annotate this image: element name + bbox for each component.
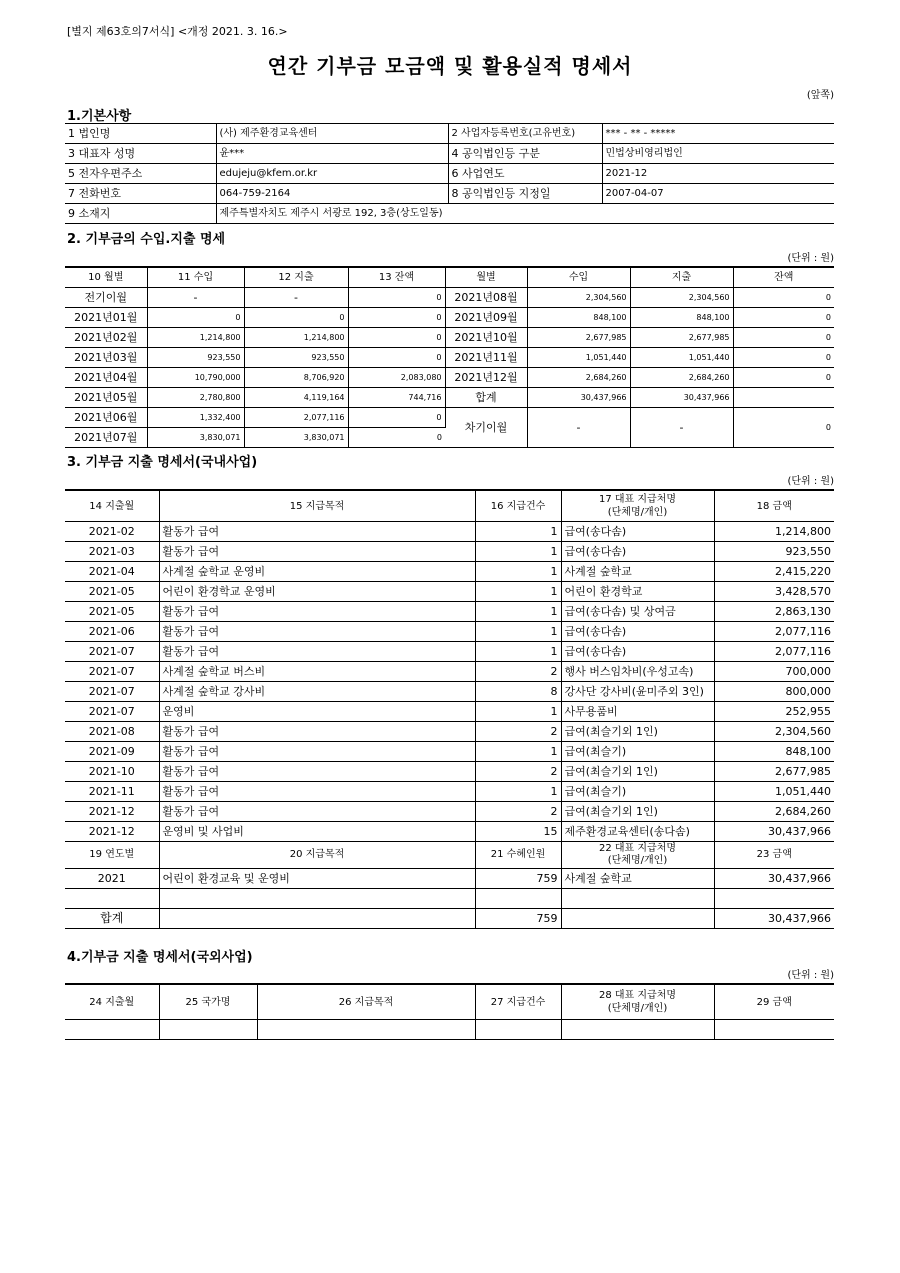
- expense-row: [65, 622, 834, 642]
- info-row: [65, 184, 834, 204]
- expense-row: [65, 802, 834, 822]
- purpose-cell: 활동가 급여: [159, 622, 475, 642]
- expense-cell: 848,100: [630, 308, 733, 328]
- col-header: 수입: [527, 267, 630, 288]
- amount-cell: 252,955: [714, 702, 834, 722]
- month-cell: 2021년02월: [65, 328, 147, 348]
- payee-cell: 사계절 숲학교: [561, 869, 714, 889]
- income-cell: 0: [147, 308, 244, 328]
- domestic-expense-table: [65, 489, 834, 929]
- balance-cell: 0: [348, 328, 445, 348]
- income-cell: 2,780,800: [147, 388, 244, 408]
- info-value: 2007-04-07: [602, 184, 834, 204]
- income-cell: 30,437,966: [527, 388, 630, 408]
- count-cell: 2: [475, 762, 561, 782]
- page-title: 연간 기부금 모금액 및 활용실적 명세서: [267, 54, 633, 78]
- month-row: [65, 408, 834, 428]
- income-cell: 1,332,400: [147, 408, 244, 428]
- month-cell: 2021-09: [65, 742, 159, 762]
- count-cell: 1: [475, 642, 561, 662]
- amount-cell: 700,000: [714, 662, 834, 682]
- balance-cell: 0: [733, 288, 834, 308]
- expense-cell: -: [244, 288, 348, 308]
- balance-cell: [733, 388, 834, 408]
- count-cell: 1: [475, 782, 561, 802]
- info-label: 8 공익법인등 지정일: [448, 184, 602, 204]
- amount-cell: 2,077,116: [714, 642, 834, 662]
- amount-cell: 30,437,966: [714, 869, 834, 889]
- amount-cell: 848,100: [714, 742, 834, 762]
- month-cell: 합계: [445, 388, 527, 408]
- count-cell: 2: [475, 802, 561, 822]
- total-amount: 30,437,966: [714, 909, 834, 929]
- col-header: 19 연도별: [65, 842, 159, 869]
- col-header: 14 지출월: [65, 490, 159, 522]
- purpose-cell: 활동가 급여: [159, 542, 475, 562]
- purpose-cell: 활동가 급여: [159, 742, 475, 762]
- info-value: 064-759-2164: [216, 184, 448, 204]
- col-header: 27 지급건수: [475, 984, 561, 1020]
- overseas-expense-table: [65, 983, 834, 1040]
- income-cell: 1,051,440: [527, 348, 630, 368]
- year-row: [65, 869, 834, 889]
- payee-cell: 급여(송다솜): [561, 642, 714, 662]
- expense-cell: 1,214,800: [244, 328, 348, 348]
- col-header-line: 17 대표 지급처명: [598, 494, 677, 505]
- payee-cell: 강사단 강사비(윤미주외 3인): [561, 682, 714, 702]
- balance-cell: 0: [733, 368, 834, 388]
- expense-row: [65, 522, 834, 542]
- info-value: 윤***: [216, 144, 448, 164]
- payee-cell: 사계절 숲학교: [561, 562, 714, 582]
- month-cell: 2021-07: [65, 662, 159, 682]
- expense-row: [65, 582, 834, 602]
- info-label: 2 사업자등록번호(고유번호): [448, 124, 602, 144]
- section3-title: 3. 기부금 지출 명세서(국내사업): [67, 455, 258, 470]
- month-cell: 2021년11월: [445, 348, 527, 368]
- expense-cell: 0: [244, 308, 348, 328]
- section3-unit: (단위 : 원): [787, 476, 834, 487]
- expense-cell: 3,830,071: [244, 428, 348, 448]
- count-cell: 759: [475, 869, 561, 889]
- income-cell: -: [147, 288, 244, 308]
- purpose-cell: 사계절 숲학교 운영비: [159, 562, 475, 582]
- header-row: [65, 267, 834, 288]
- amount-cell: 923,550: [714, 542, 834, 562]
- amount-cell: 30,437,966: [714, 822, 834, 842]
- col-header-line: (단체명/개인): [607, 507, 668, 518]
- balance-cell: 0: [733, 308, 834, 328]
- empty-cell: [561, 1020, 714, 1040]
- count-cell: 2: [475, 662, 561, 682]
- page-side-label: (앞쪽): [806, 90, 834, 101]
- amount-cell: 800,000: [714, 682, 834, 702]
- empty-cell: [561, 909, 714, 929]
- carry-balance-cell: 0: [733, 408, 834, 448]
- income-cell: 1,214,800: [147, 328, 244, 348]
- col-header: 지출: [630, 267, 733, 288]
- empty-cell: [475, 889, 561, 909]
- section2-title: 2. 기부금의 수입.지출 명세: [67, 232, 226, 247]
- payee-cell: 어린이 환경학교: [561, 582, 714, 602]
- expense-row: [65, 642, 834, 662]
- empty-row: [65, 889, 834, 909]
- purpose-cell: 사계절 숲학교 버스비: [159, 662, 475, 682]
- purpose-cell: 사계절 숲학교 강사비: [159, 682, 475, 702]
- expense-row: [65, 702, 834, 722]
- month-row: [65, 328, 834, 348]
- purpose-cell: 활동가 급여: [159, 762, 475, 782]
- month-cell: 2021-02: [65, 522, 159, 542]
- col-header: 10 월별: [65, 267, 147, 288]
- balance-cell: 0: [348, 428, 445, 448]
- expense-row: [65, 682, 834, 702]
- expense-cell: 2,677,985: [630, 328, 733, 348]
- payee-cell: 급여(최슬기외 1인): [561, 762, 714, 782]
- empty-cell: [714, 1020, 834, 1040]
- col-header: 26 지급목적: [257, 984, 475, 1020]
- count-cell: 15: [475, 822, 561, 842]
- count-cell: 1: [475, 562, 561, 582]
- col-header: 잔액: [733, 267, 834, 288]
- month-cell: 2021년07월: [65, 428, 147, 448]
- empty-cell: [65, 1020, 159, 1040]
- empty-cell: [159, 889, 475, 909]
- header-row: [65, 842, 834, 869]
- month-cell: 2021년08월: [445, 288, 527, 308]
- col-header: 23 금액: [714, 842, 834, 869]
- expense-row: [65, 762, 834, 782]
- form-number: [별지 제63호의7서식] <개정 2021. 3. 16.>: [67, 25, 288, 38]
- month-row: [65, 368, 834, 388]
- empty-cell: [257, 1020, 475, 1040]
- expense-cell: 1,051,440: [630, 348, 733, 368]
- balance-cell: 0: [733, 348, 834, 368]
- col-header: [561, 984, 714, 1020]
- info-row: [65, 124, 834, 144]
- income-cell: 10,790,000: [147, 368, 244, 388]
- amount-cell: 1,214,800: [714, 522, 834, 542]
- amount-cell: 2,684,260: [714, 802, 834, 822]
- empty-cell: [475, 1020, 561, 1040]
- month-cell: 2021-08: [65, 722, 159, 742]
- purpose-cell: 어린이 환경학교 운영비: [159, 582, 475, 602]
- col-header: 18 금액: [714, 490, 834, 522]
- payee-cell: 급여(최슬기외 1인): [561, 722, 714, 742]
- info-label: 1 법인명: [65, 124, 216, 144]
- income-cell: 2,684,260: [527, 368, 630, 388]
- month-cell: 2021-07: [65, 642, 159, 662]
- income-cell: 923,550: [147, 348, 244, 368]
- month-row: [65, 388, 834, 408]
- col-header: 12 지출: [244, 267, 348, 288]
- month-cell: 2021년01월: [65, 308, 147, 328]
- col-header: 15 지급목적: [159, 490, 475, 522]
- balance-cell: 744,716: [348, 388, 445, 408]
- expense-row: [65, 722, 834, 742]
- carry-expense-cell: -: [630, 408, 733, 448]
- month-cell: 전기이월: [65, 288, 147, 308]
- amount-cell: 2,677,985: [714, 762, 834, 782]
- expense-cell: 923,550: [244, 348, 348, 368]
- month-row: [65, 288, 834, 308]
- col-header: 16 지급건수: [475, 490, 561, 522]
- expense-row: [65, 662, 834, 682]
- amount-cell: 2,415,220: [714, 562, 834, 582]
- balance-cell: 0: [733, 328, 834, 348]
- amount-cell: 2,304,560: [714, 722, 834, 742]
- payee-cell: 급여(최슬기외 1인): [561, 802, 714, 822]
- section2-unit: (단위 : 원): [787, 253, 834, 264]
- balance-cell: 0: [348, 308, 445, 328]
- col-header: 29 금액: [714, 984, 834, 1020]
- month-cell: 2021-12: [65, 802, 159, 822]
- income-cell: 2,304,560: [527, 288, 630, 308]
- empty-cell: [159, 1020, 257, 1040]
- payee-cell: 급여(최슬기): [561, 742, 714, 762]
- col-header: [561, 842, 714, 869]
- col-header: 21 수혜인원: [475, 842, 561, 869]
- info-value: (사) 제주환경교육센터: [216, 124, 448, 144]
- income-cell: 3,830,071: [147, 428, 244, 448]
- month-cell: 2021-05: [65, 602, 159, 622]
- col-header: 20 지급목적: [159, 842, 475, 869]
- address-value: 제주특별자치도 제주시 서광로 192, 3층(상도일동): [216, 204, 834, 224]
- carry-month-cell: 차기이월: [445, 408, 527, 448]
- purpose-cell: 활동가 급여: [159, 642, 475, 662]
- section1-title: 1.기본사항: [67, 109, 132, 124]
- info-row: [65, 144, 834, 164]
- month-cell: 2021-11: [65, 782, 159, 802]
- month-row: [65, 308, 834, 328]
- empty-cell: [159, 909, 475, 929]
- info-label: 4 공익법인등 구분: [448, 144, 602, 164]
- purpose-cell: 활동가 급여: [159, 602, 475, 622]
- purpose-cell: 활동가 급여: [159, 722, 475, 742]
- carry-income-cell: -: [527, 408, 630, 448]
- purpose-cell: 활동가 급여: [159, 802, 475, 822]
- count-cell: 1: [475, 742, 561, 762]
- month-cell: 2021-12: [65, 822, 159, 842]
- col-header: 11 수입: [147, 267, 244, 288]
- purpose-cell: 운영비: [159, 702, 475, 722]
- payee-cell: 제주환경교육센터(송다솜): [561, 822, 714, 842]
- info-value: edujeju@kfem.or.kr: [216, 164, 448, 184]
- month-cell: 2021-05: [65, 582, 159, 602]
- balance-cell: 0: [348, 348, 445, 368]
- payee-cell: 급여(송다솜): [561, 522, 714, 542]
- info-label: 5 전자우편주소: [65, 164, 216, 184]
- col-header: 25 국가명: [159, 984, 257, 1020]
- count-cell: 8: [475, 682, 561, 702]
- month-cell: 2021년05월: [65, 388, 147, 408]
- col-header: 월별: [445, 267, 527, 288]
- amount-cell: 2,863,130: [714, 602, 834, 622]
- expense-cell: 2,684,260: [630, 368, 733, 388]
- count-cell: 1: [475, 602, 561, 622]
- expense-cell: 4,119,164: [244, 388, 348, 408]
- month-cell: 2021-03: [65, 542, 159, 562]
- expense-row: [65, 782, 834, 802]
- header-row: [65, 490, 834, 522]
- income-cell: 2,677,985: [527, 328, 630, 348]
- payee-cell: 행사 버스임차비(우성고속): [561, 662, 714, 682]
- balance-cell: 0: [348, 408, 445, 428]
- col-header: 24 지출월: [65, 984, 159, 1020]
- purpose-cell: 활동가 급여: [159, 782, 475, 802]
- info-label: 6 사업연도: [448, 164, 602, 184]
- info-row: [65, 204, 834, 224]
- expense-cell: 30,437,966: [630, 388, 733, 408]
- expense-cell: 2,077,116: [244, 408, 348, 428]
- info-label: 7 전화번호: [65, 184, 216, 204]
- amount-cell: 2,077,116: [714, 622, 834, 642]
- expense-cell: 8,706,920: [244, 368, 348, 388]
- purpose-cell: 활동가 급여: [159, 522, 475, 542]
- count-cell: 1: [475, 622, 561, 642]
- info-label: 9 소재지: [65, 204, 216, 224]
- month-cell: 2021-06: [65, 622, 159, 642]
- count-cell: 1: [475, 522, 561, 542]
- col-header-line: (단체명/개인): [607, 1003, 668, 1014]
- monthly-income-expense-table: [65, 266, 834, 448]
- col-header-line: 22 대표 지급처명: [598, 843, 677, 854]
- expense-cell: 2,304,560: [630, 288, 733, 308]
- amount-cell: 3,428,570: [714, 582, 834, 602]
- expense-row: [65, 542, 834, 562]
- info-row: [65, 164, 834, 184]
- info-value: *** - ** - *****: [602, 124, 834, 144]
- month-cell: 2021년12월: [445, 368, 527, 388]
- info-label: 3 대표자 성명: [65, 144, 216, 164]
- month-cell: 2021년06월: [65, 408, 147, 428]
- col-header: 13 잔액: [348, 267, 445, 288]
- income-cell: 848,100: [527, 308, 630, 328]
- payee-cell: 급여(송다솜): [561, 542, 714, 562]
- total-label: 합계: [65, 909, 159, 929]
- expense-row: [65, 602, 834, 622]
- month-row: [65, 348, 834, 368]
- basic-info-table: [65, 123, 834, 224]
- empty-cell: [714, 889, 834, 909]
- empty-cell: [65, 889, 159, 909]
- month-cell: 2021-07: [65, 702, 159, 722]
- count-cell: 1: [475, 702, 561, 722]
- purpose-cell: 운영비 및 사업비: [159, 822, 475, 842]
- count-cell: 1: [475, 582, 561, 602]
- col-header: [561, 490, 714, 522]
- month-cell: 2021년03월: [65, 348, 147, 368]
- expense-row: [65, 822, 834, 842]
- balance-cell: 0: [348, 288, 445, 308]
- payee-cell: 급여(송다솜) 및 상여금: [561, 602, 714, 622]
- month-cell: 2021-10: [65, 762, 159, 782]
- total-count: 759: [475, 909, 561, 929]
- empty-cell: [561, 889, 714, 909]
- month-cell: 2021-07: [65, 682, 159, 702]
- section4-unit: (단위 : 원): [787, 970, 834, 981]
- section4-title: 4.기부금 지출 명세서(국외사업): [67, 950, 253, 965]
- year-cell: 2021: [65, 869, 159, 889]
- expense-row: [65, 742, 834, 762]
- expense-row: [65, 562, 834, 582]
- info-value: 민법상비영리법인: [602, 144, 834, 164]
- month-cell: 2021년09월: [445, 308, 527, 328]
- count-cell: 1: [475, 542, 561, 562]
- amount-cell: 1,051,440: [714, 782, 834, 802]
- payee-cell: 사무용품비: [561, 702, 714, 722]
- purpose-cell: 어린이 환경교육 및 운영비: [159, 869, 475, 889]
- info-value: 2021-12: [602, 164, 834, 184]
- month-cell: 2021-04: [65, 562, 159, 582]
- col-header-line: (단체명/개인): [607, 855, 668, 866]
- payee-cell: 급여(최슬기): [561, 782, 714, 802]
- count-cell: 2: [475, 722, 561, 742]
- payee-cell: 급여(송다솜): [561, 622, 714, 642]
- month-cell: 2021년04월: [65, 368, 147, 388]
- month-cell: 2021년10월: [445, 328, 527, 348]
- balance-cell: 2,083,080: [348, 368, 445, 388]
- col-header-line: 28 대표 지급처명: [598, 990, 677, 1001]
- total-row: [65, 909, 834, 929]
